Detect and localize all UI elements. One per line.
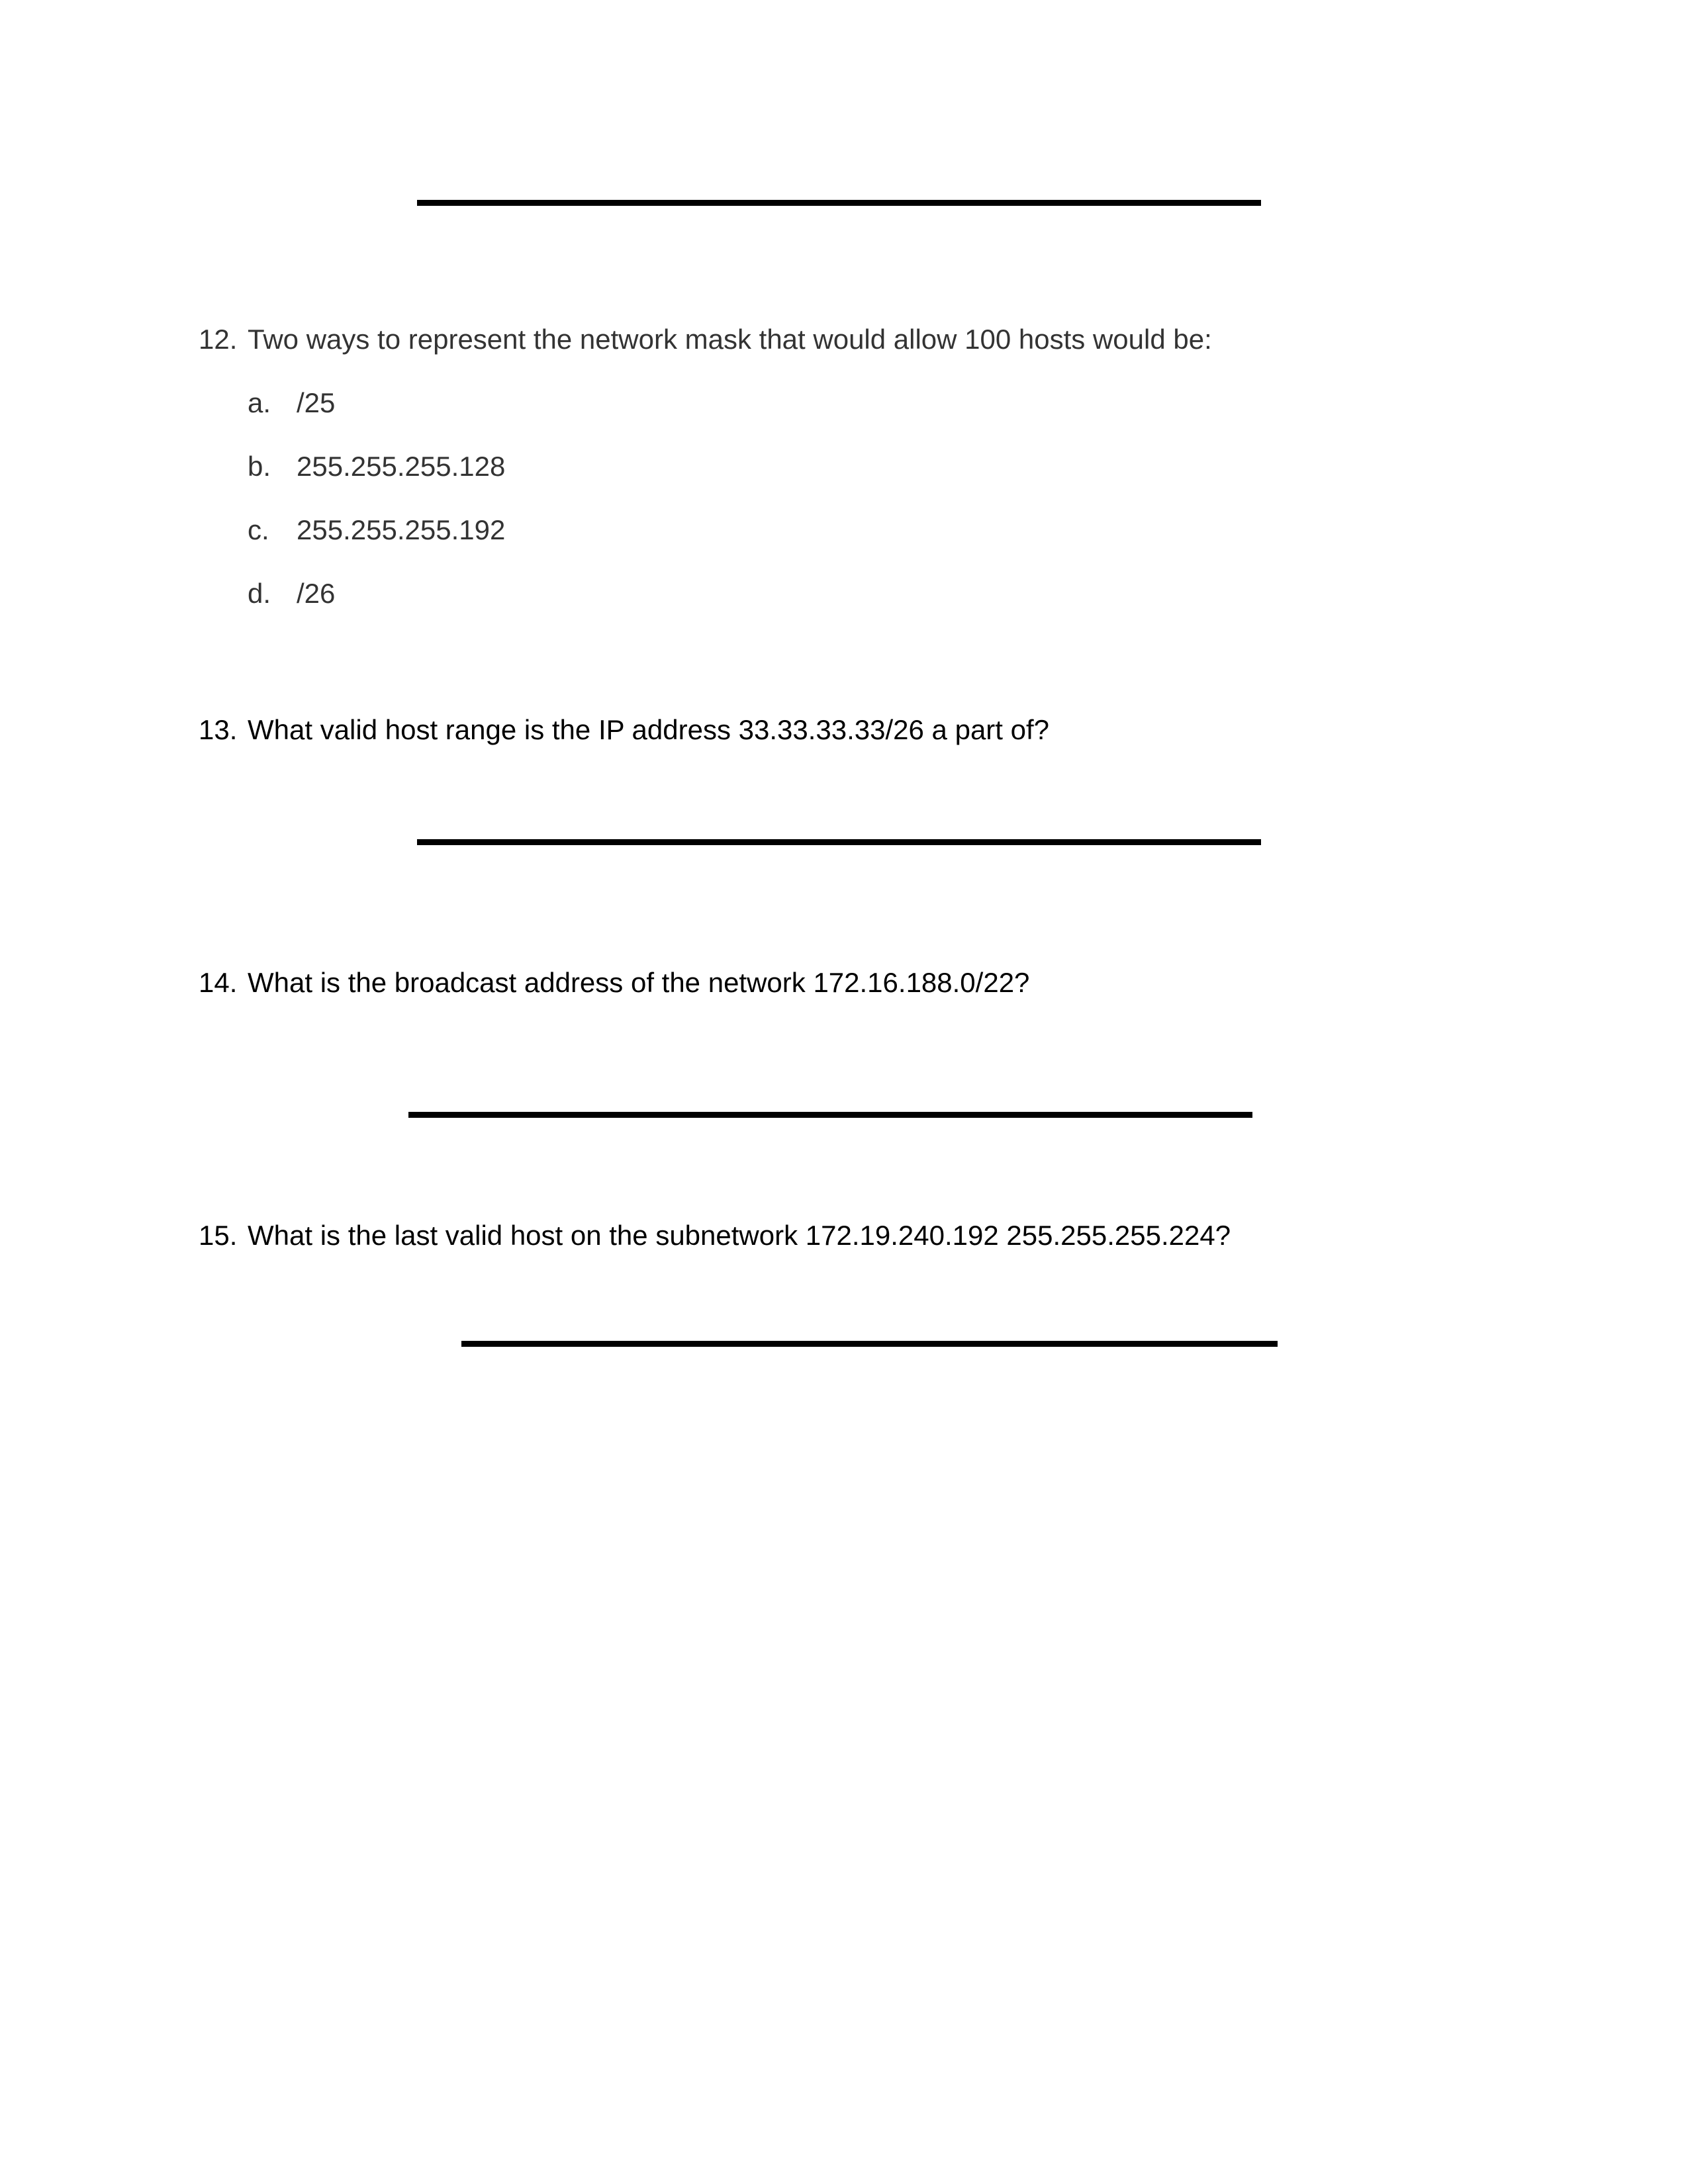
option-text: /25 [297, 387, 336, 418]
answer-line-previous [417, 200, 1261, 206]
option-text: 255.255.255.128 [297, 451, 506, 482]
question-13-number: 13. [199, 714, 238, 745]
option-text: /26 [297, 578, 336, 609]
question-12-text: Two ways to represent the network mask that would allow 100 hosts would be: [248, 324, 1212, 355]
option-letter: c. [248, 514, 269, 545]
answer-line-13 [417, 839, 1261, 845]
answer-line-15 [461, 1341, 1278, 1347]
question-15-text: What is the last valid host on the subnetwork 172.19.240.192 255.255.255.224? [248, 1220, 1231, 1251]
option-letter: a. [248, 387, 271, 418]
question-15-number: 15. [199, 1220, 238, 1251]
option-letter: b. [248, 451, 271, 482]
question-13-text: What valid host range is the IP address 33.33.33.33/26 a part of? [248, 714, 1050, 745]
question-12-number: 12. [199, 324, 238, 355]
option-letter: d. [248, 578, 271, 609]
answer-line-14 [408, 1112, 1252, 1118]
option-text: 255.255.255.192 [297, 514, 506, 545]
question-14-text: What is the broadcast address of the network 172.16.188.0/22? [248, 967, 1030, 998]
question-14-number: 14. [199, 967, 238, 998]
